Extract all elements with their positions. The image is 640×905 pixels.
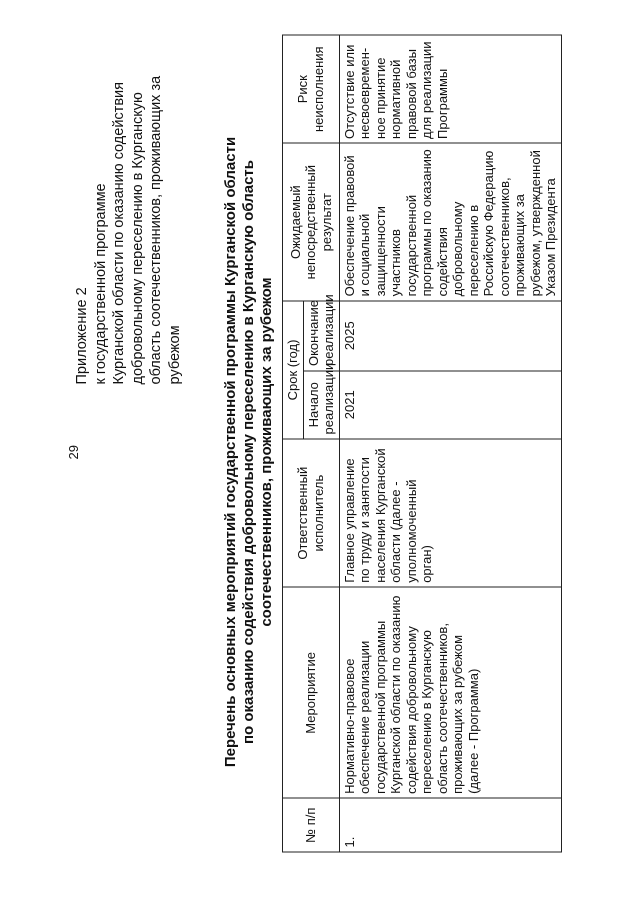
cell-result: Обеспечение правовой и социальной защищенности участников государственной программы по оказанию содействия добровольному переселению в Российскую Федерацию соотечественников, проживающих за рубежом, утвержденной Указом Президента (339, 143, 561, 300)
table-row (339, 35, 561, 852)
activities-table (282, 35, 562, 853)
table-header-row (283, 35, 304, 852)
document-title (222, 0, 276, 905)
header-executor: Ответственный исполнитель (283, 439, 340, 587)
appendix-line: добровольному переселению в Курганскую (129, 92, 146, 385)
page-number: 29 (66, 445, 81, 460)
title-line: Перечень основных мероприятий государственной программы Курганской области (222, 136, 239, 768)
header-risk: Риск неисполнения (283, 35, 340, 143)
cell-risk: Отсутствие или несвоевремен-ное принятие нормативной правовой базы для реализации Программы (339, 35, 561, 143)
header-term: Срок (год) (283, 301, 304, 439)
cell-end: 2025 (339, 301, 561, 371)
appendix-line: область соотечественников, проживающих за (148, 75, 164, 385)
appendix-line: к государственной программе (92, 183, 109, 385)
appendix-header (73, 76, 184, 385)
header-end: Окончание реализации (303, 301, 339, 371)
header-num: № п/п (283, 798, 340, 852)
cell-num: 1. (339, 798, 561, 852)
title-line: соотечественников, проживающих за рубежом (258, 277, 275, 627)
cell-executor: Главное управление по труду и занятости населения Курганской области (далее - уполномоченный орган) (339, 439, 561, 587)
cell-start: 2021 (339, 371, 561, 439)
title-line: по оказанию содействия добровольному переселению в Курганскую область (240, 160, 257, 744)
cell-activity: Нормативно-правовое обеспечение реализации государственной программы Курганской области по оказанию содействия добровольному переселению в Курганскую область соотечественников, проживающих за рубежом (далее - Программа) (339, 587, 561, 798)
header-result: Ожидаемый непосредственный результат (283, 143, 340, 300)
appendix-line: рубежом (166, 325, 183, 385)
appendix-line: Курганской области по оказанию содействия (111, 82, 127, 385)
header-start: Начало реализации (303, 371, 339, 439)
appendix-line: Приложение 2 (74, 287, 90, 385)
header-activity: Мероприятие (283, 587, 340, 798)
